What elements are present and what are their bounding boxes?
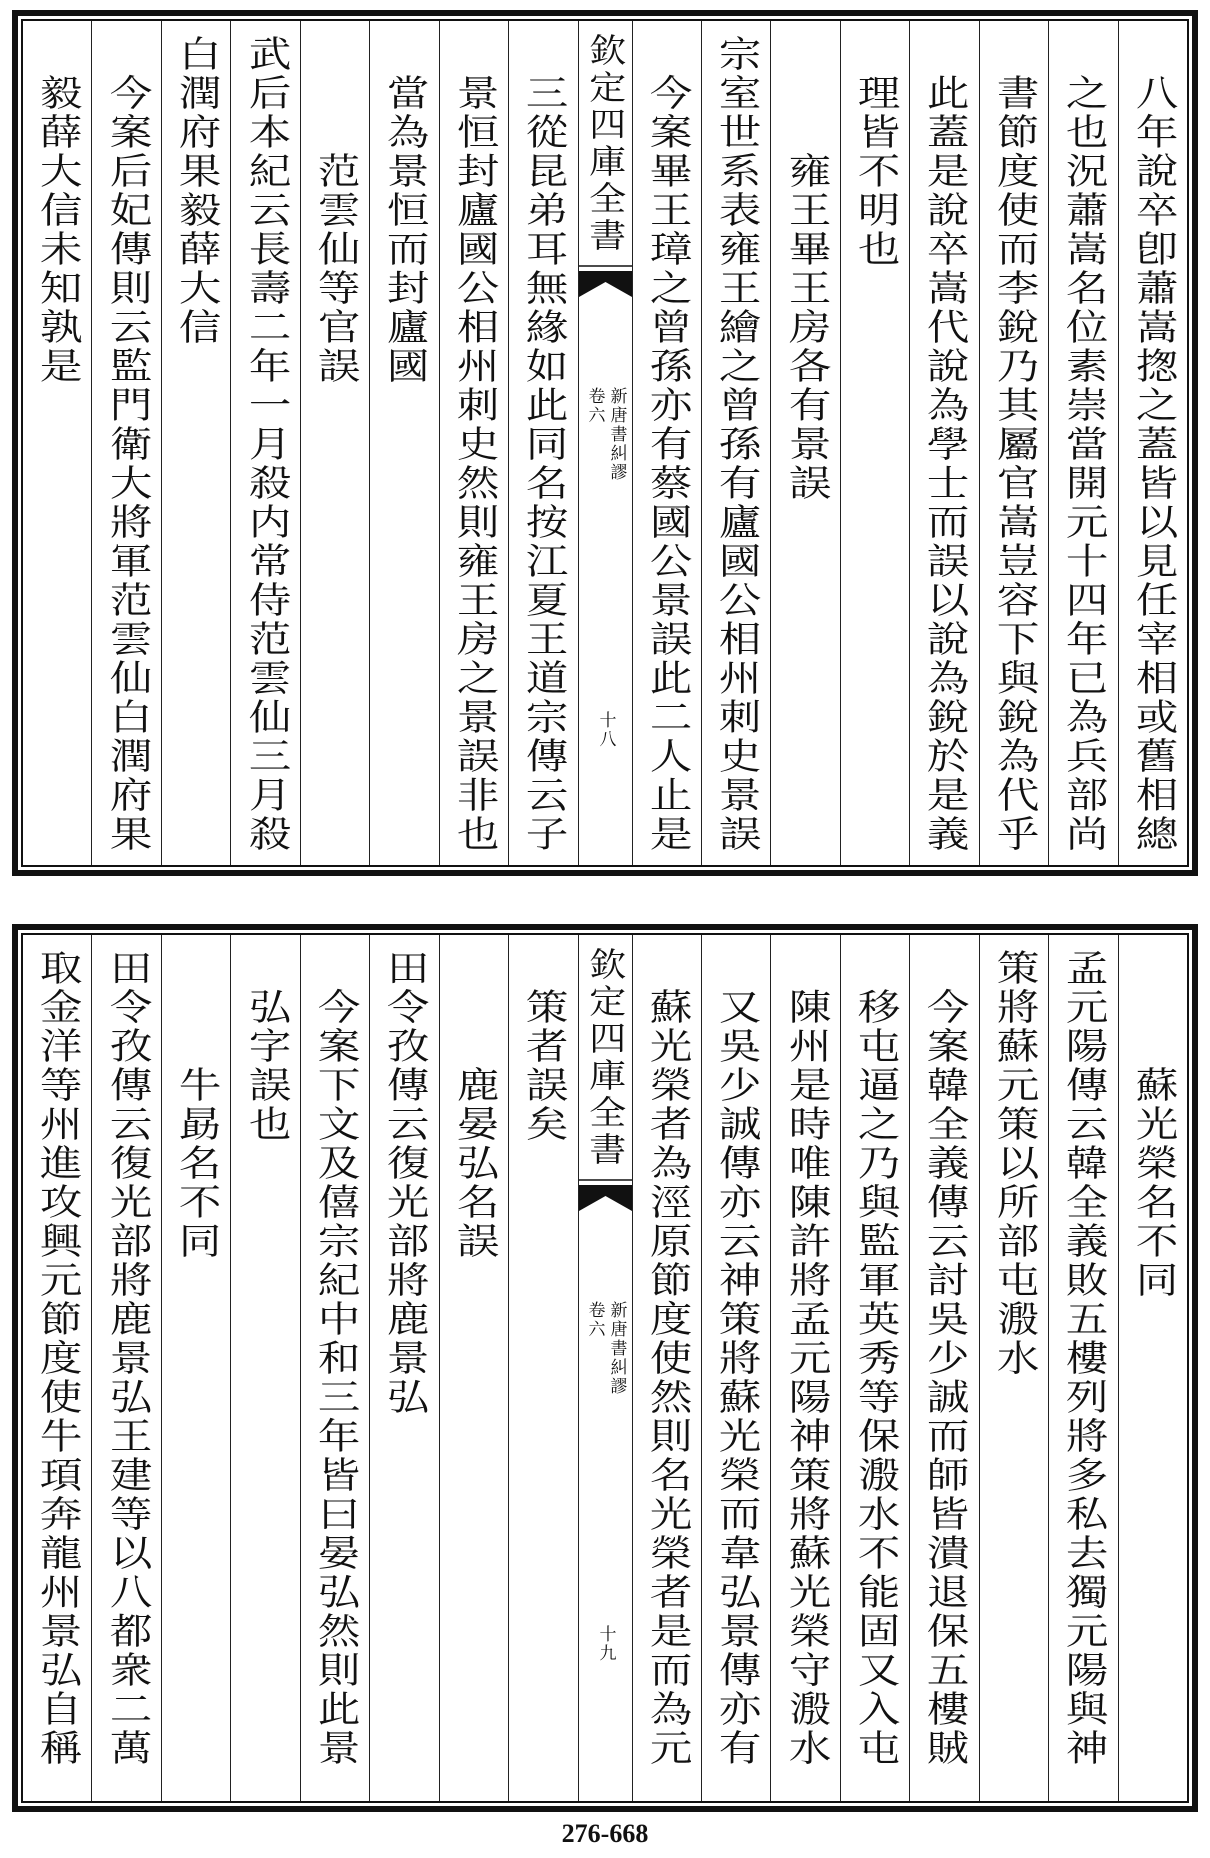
column-text: 書節度使而李銳乃其屬官嵩豈容下與銳為代乎: [990, 74, 1039, 854]
column-text: 景恒封廬國公相州刺史然則雍王房之景誤非也: [450, 74, 499, 854]
column-text: 策將蘇元策以所部屯溵水: [990, 949, 1039, 1378]
fold-series-title: 欽定四庫全書: [583, 947, 627, 1169]
quotation-column: [23, 935, 91, 1801]
fishtail-mark: [579, 265, 632, 299]
column-text: 今案后妃傳則云監門衛大將軍范雲仙白潤府果: [103, 74, 152, 854]
column-text: 陳州是時唯陳許將孟元陽神策將蘇光榮守溵水: [781, 988, 831, 1768]
fold-series-title: 欽定四庫全書: [583, 33, 627, 255]
column-text: 移屯逼之乃與監軍英秀等保溵水不能固又入屯: [851, 988, 900, 1768]
fold-volume-label: 卷六: [584, 387, 605, 425]
column-text: 宗室世系表雍王繪之曾孫有廬國公相州刺史景誤: [712, 35, 761, 854]
commentary-column: [230, 935, 299, 1801]
column-text: 弘字誤也: [241, 988, 291, 1144]
column-text: 八年說卒卽蕭嵩揔之蓋皆以見任宰相或舊相總: [1129, 74, 1178, 854]
column-text: 武后本紀云長壽二年一月殺内常侍范雲仙三月殺: [241, 35, 291, 854]
fold-book-title: 新唐書糾謬: [606, 1301, 627, 1396]
commentary-column: [508, 935, 577, 1801]
fold-page-number: 十九: [595, 1625, 616, 1663]
book-page-upper: [12, 10, 1198, 876]
catalog-number: 276-668: [561, 1819, 649, 1848]
quotation-column: [230, 21, 299, 865]
column-text: 又吳少誠傳亦云神策將蘇光榮而韋弘景傳亦有: [712, 988, 761, 1768]
heading-text: 范雲仙等官誤: [311, 152, 360, 386]
book-page-lower: [12, 924, 1198, 1812]
column-text: 取金洋等州進攻興元節度使牛頊奔龍州景弘自稱: [33, 949, 82, 1768]
commentary-column: [840, 21, 909, 865]
column-text: 策者誤矣: [519, 988, 569, 1144]
commentary-column: [979, 21, 1048, 865]
fold-column: [578, 935, 632, 1801]
commentary-column: [770, 935, 839, 1801]
entry-heading: [161, 935, 230, 1801]
commentary-column: [439, 21, 508, 865]
column-text: 田令孜傳云復光部將鹿景弘: [380, 949, 430, 1417]
quotation-column: [91, 935, 160, 1801]
column-text: 今案畢王璋之曾孫亦有蔡國公景誤此二人止是: [643, 74, 692, 854]
column-text: 毅薛大信未知孰是: [33, 74, 82, 386]
column-text: 理皆不明也: [851, 74, 900, 269]
commentary-column: [300, 935, 369, 1801]
quotation-column: [161, 21, 230, 865]
commentary-column: [632, 21, 701, 865]
commentary-column: [1048, 21, 1117, 865]
commentary-column: [701, 935, 770, 1801]
fold-column: [578, 21, 632, 865]
column-text: 當為景恒而封廬國: [380, 74, 430, 386]
commentary-column: [91, 21, 160, 865]
commentary-column: [1118, 21, 1187, 865]
column-text: 田令孜傳云復光部將鹿景弘王建等以八都衆二萬: [103, 949, 152, 1768]
commentary-column: [909, 21, 978, 865]
quotation-column: [979, 935, 1048, 1801]
entry-heading: [439, 935, 508, 1801]
column-text: 孟元陽傳云韓全義敗五樓列將多私去獨元陽與神: [1059, 949, 1109, 1768]
commentary-column: [369, 21, 438, 865]
commentary-column: [23, 21, 91, 865]
column-text: 此蓋是說卒嵩代說為學士而誤以說為銳於是義: [920, 74, 970, 854]
heading-text: 牛勗名不同: [172, 1066, 221, 1261]
heading-text: 鹿晏弘名誤: [450, 1066, 499, 1261]
entry-heading: [1118, 935, 1187, 1801]
heading-text: 雍王畢王房各有景誤: [781, 152, 831, 503]
column-text: 之也況蕭嵩名位素崇當開元十四年已為兵部尚: [1059, 74, 1109, 854]
page-frame: [21, 19, 1189, 867]
commentary-column: [909, 935, 978, 1801]
column-text: 蘇光榮者為涇原節度使然則名光榮者是而為元: [643, 988, 692, 1768]
fishtail-mark: [579, 1179, 632, 1213]
fold-page-number: 十八: [595, 711, 616, 749]
quotation-column: [369, 935, 438, 1801]
fold-book-title: 新唐書糾謬: [606, 387, 627, 482]
entry-heading: [300, 21, 369, 865]
commentary-column: [508, 21, 577, 865]
column-text: 今案韓全義傳云討吳少誠而師皆潰退保五樓賊: [920, 988, 970, 1768]
column-text: 三從昆弟耳無緣如此同名按江夏王道宗傳云子: [519, 74, 569, 854]
heading-text: 蘇光榮名不同: [1129, 1066, 1178, 1300]
entry-heading: [770, 21, 839, 865]
quotation-column: [1048, 935, 1117, 1801]
quotation-column: [701, 21, 770, 865]
column-text: 白潤府果毅薛大信: [172, 35, 221, 347]
commentary-column: [840, 935, 909, 1801]
page-frame: [21, 933, 1189, 1803]
commentary-column: [632, 935, 701, 1801]
column-text: 今案下文及僖宗紀中和三年皆曰晏弘然則此景: [311, 988, 360, 1768]
fold-volume-label: 卷六: [584, 1301, 605, 1339]
